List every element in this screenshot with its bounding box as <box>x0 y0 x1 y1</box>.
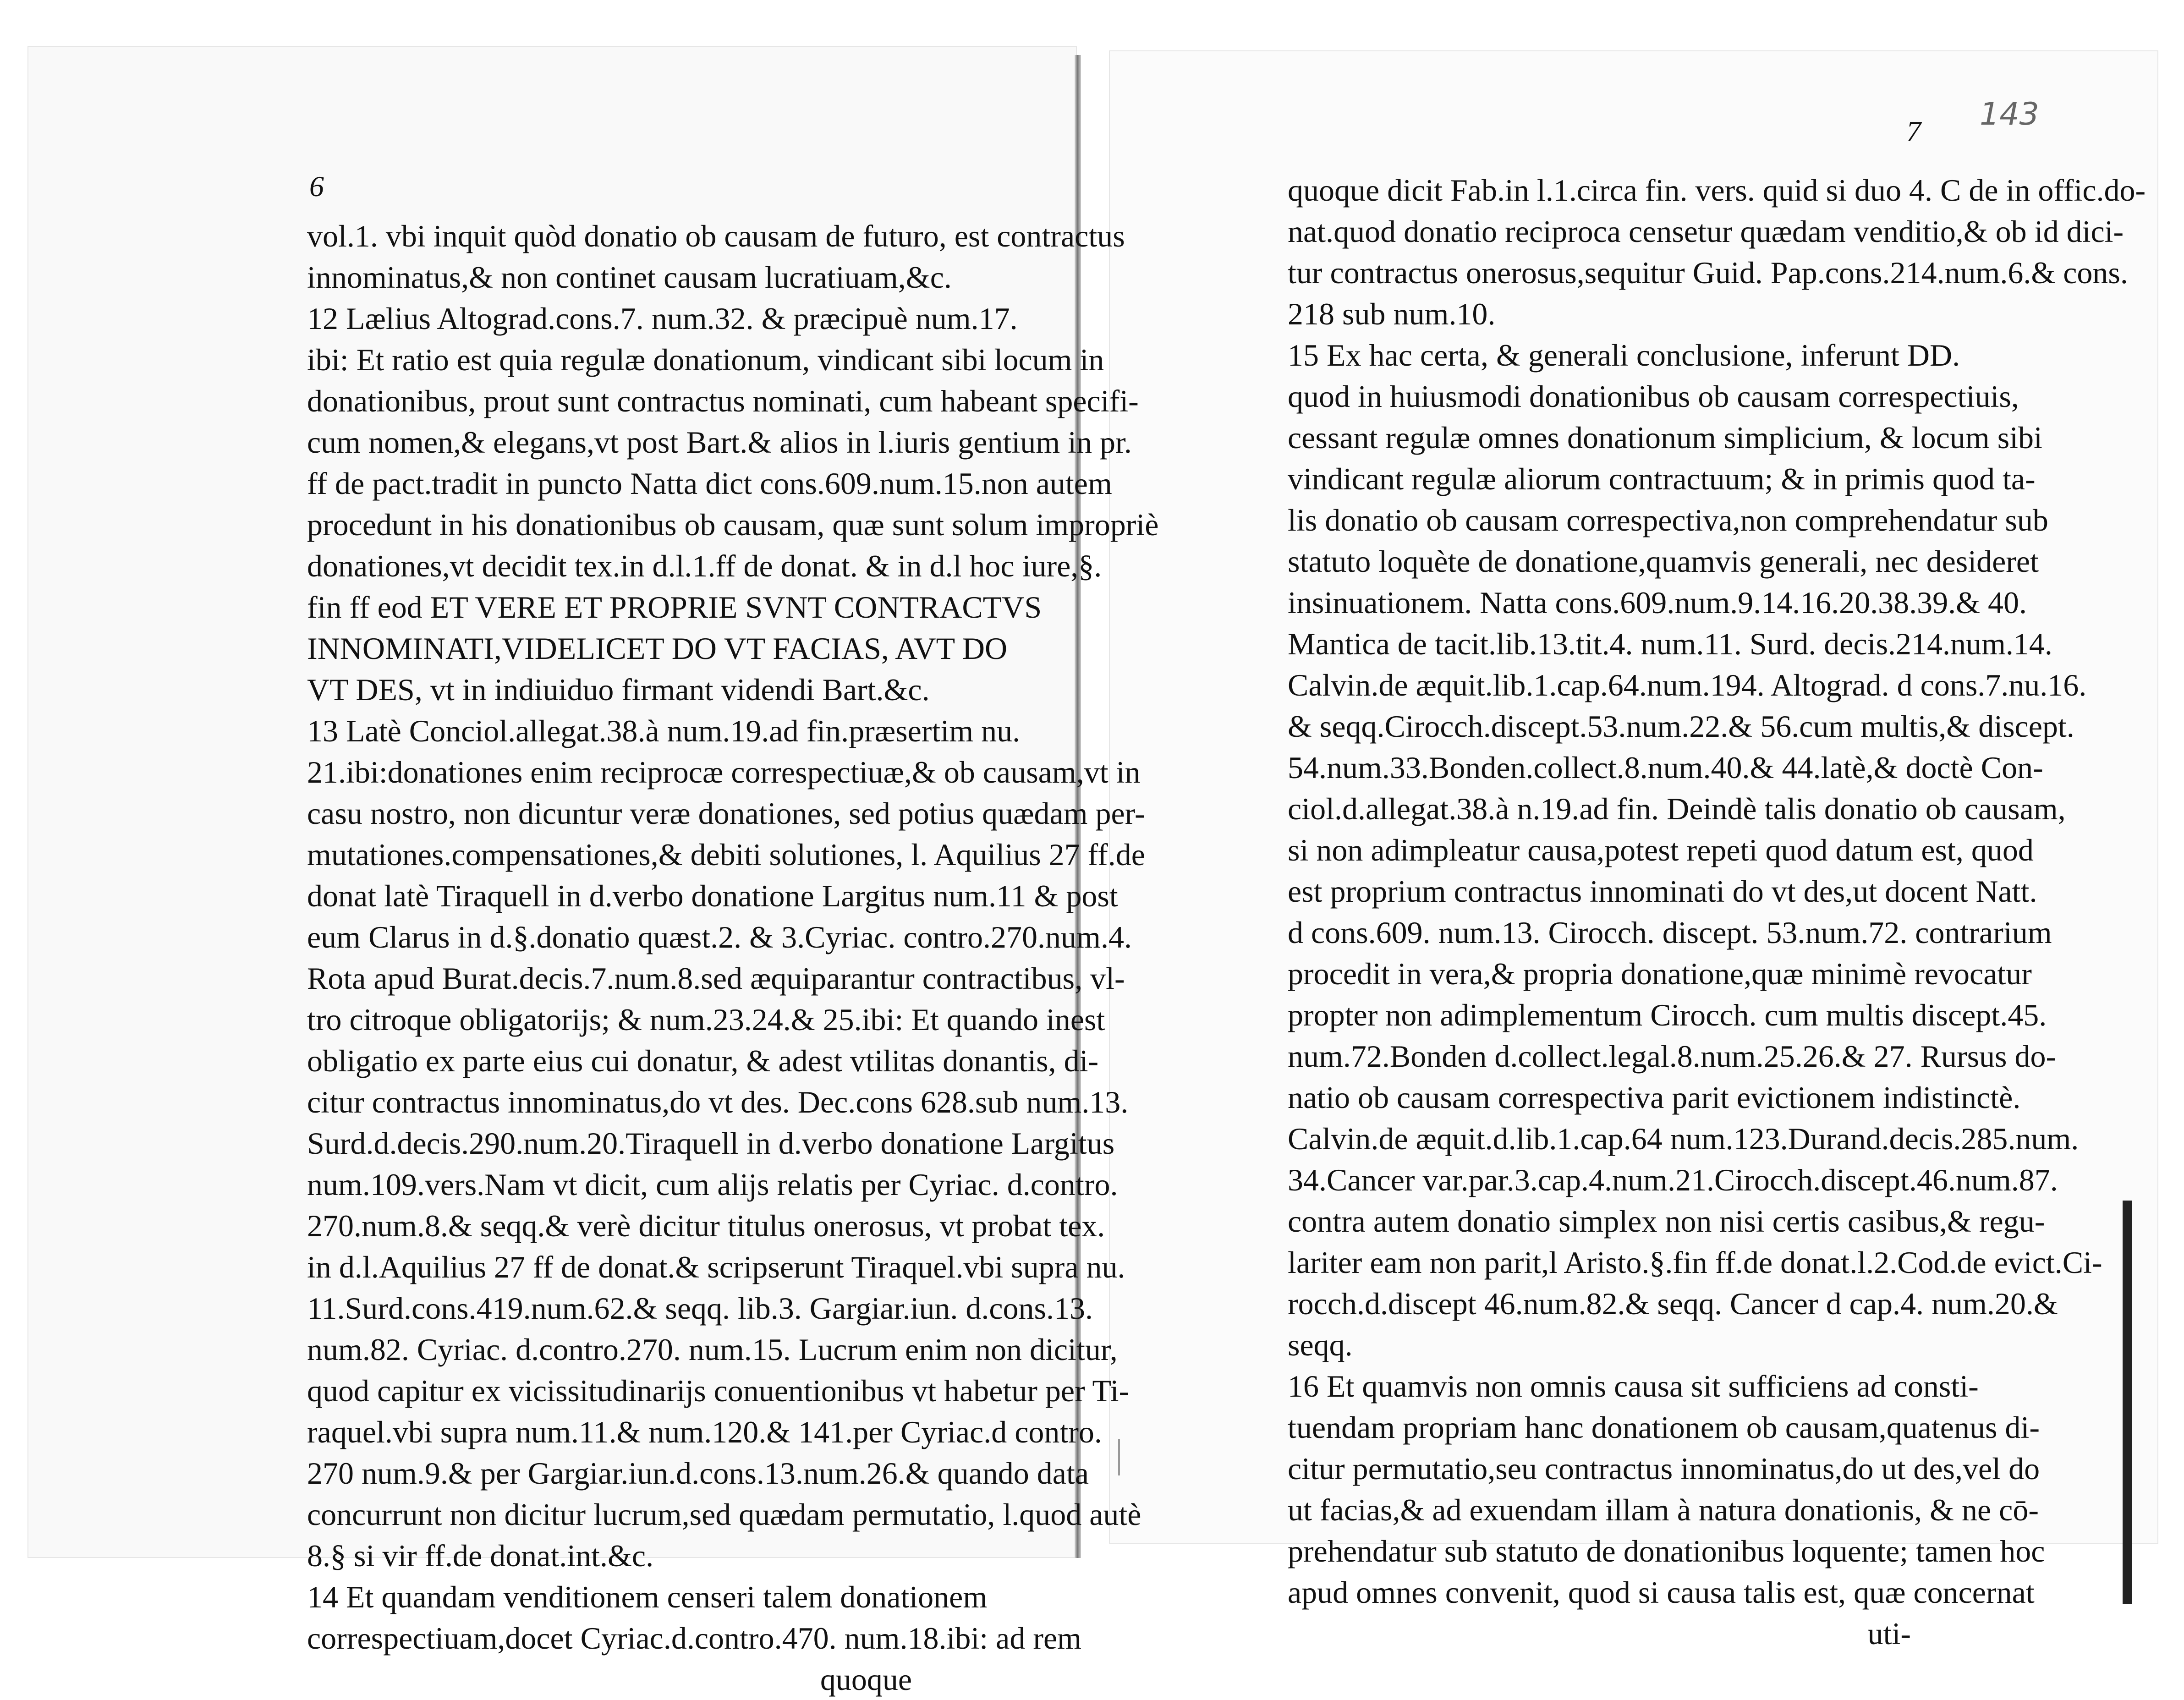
text-line: tro citroque obligatorijs; & num.23.24.& 25.ibi: Et quando inest <box>307 1002 1105 1037</box>
text-line: uti- <box>1867 1616 1911 1651</box>
text-line: 34.Cancer var.par.3.cap.4.num.21.Cirocch.discept.46.num.87. <box>1288 1163 2058 1197</box>
text-line: 16 Et quamvis non omnis causa sit sufficiens ad consti- <box>1288 1369 1979 1404</box>
text-line: 54.num.33.Bonden.collect.8.num.40.& 44.latè,& doctè Con- <box>1288 750 2043 785</box>
text-line: procedunt in his donationibus ob causam, quæ sunt solum impropriè <box>307 507 1159 542</box>
text-line: est proprium contractus innominati do vt des,ut docent Natt. <box>1288 874 2037 909</box>
text-line: ibi: Et ratio est quia regulæ donationum, vindicant sibi locum in <box>307 342 1104 377</box>
text-line: in d.l.Aquilius 27 ff de donat.& scripserunt Tiraquel.vbi supra nu. <box>307 1250 1125 1284</box>
left-page-number: 6 <box>309 170 324 203</box>
text-line: correspectiuam,docet Cyriac.d.contro.470. num.18.ibi: ad rem <box>307 1621 1082 1656</box>
text-line: mutationes.compensationes,& debiti solutiones, l. Aquilius 27 ff.de <box>307 837 1145 872</box>
text-line: vindicant regulæ aliorum contractuum; & in primis quod ta- <box>1288 461 2036 496</box>
text-line: donationibus, prout sunt contractus nominati, cum habeant specifi- <box>307 384 1139 418</box>
text-line: 270 num.9.& per Gargiar.iun.d.cons.13.num.26.& quando data <box>307 1456 1089 1491</box>
text-line: nat.quod donatio reciproca censetur quædam venditio,& ob id dici- <box>1288 214 2124 249</box>
text-line: VT DES, vt in indiuiduo firmant videndi Bart.&c. <box>307 672 930 707</box>
text-line: num.72.Bonden d.collect.legal.8.num.25.26.& 27. Rursus do- <box>1288 1039 2057 1074</box>
text-line: tuendam propriam hanc donationem ob causam,quatenus di- <box>1288 1410 2040 1445</box>
text-line: donationes,vt decidit tex.in d.l.1.ff de donat. & in d.l hoc iure,§. <box>307 548 1102 583</box>
text-line: si non adimpleatur causa,potest repeti quod datum est, quod <box>1288 833 2034 867</box>
text-line: 218 sub num.10. <box>1288 296 1496 331</box>
text-line: lis donatio ob causam correspectiva,non comprehendatur sub <box>1288 503 2048 537</box>
text-line: concurrunt non dicitur lucrum,sed quædam permutatio, l.quod autè <box>307 1497 1141 1532</box>
text-line: innominatus,& non continet causam lucratiuam,&c. <box>307 260 952 295</box>
text-line: 8.§ si vir ff.de donat.int.&c. <box>307 1538 654 1573</box>
right-page-text <box>1288 170 2146 1654</box>
text-line: 21.ibi:donationes enim reciprocæ correspectiuæ,& ob causam,vt in <box>307 755 1141 790</box>
text-line: natio ob causam correspectiva parit evictionem indistinctè. <box>1288 1080 2021 1115</box>
text-line: ciol.d.allegat.38.à n.19.ad fin. Deindè talis donatio ob causam, <box>1288 791 2066 826</box>
right-page-number: 7 <box>1906 115 1921 148</box>
text-line: raquel.vbi supra num.11.& num.120.& 141.per Cyriac.d contro. <box>307 1415 1102 1449</box>
text-line: lariter eam non parit,l Aristo.§.fin ff.de donat.l.2.Cod.de evict.Ci- <box>1288 1245 2102 1280</box>
text-line: fin ff eod ET VERE ET PROPRIE SVNT CONTRACTVS <box>307 590 1042 625</box>
text-line: 15 Ex hac certa, & generali conclusione, inferunt DD. <box>1288 338 1960 373</box>
text-line: Calvin.de æquit.d.lib.1.cap.64 num.123.Durand.decis.285.num. <box>1288 1121 2079 1156</box>
text-line: 12 Lælius Altograd.cons.7. num.32. & præcipuè num.17. <box>307 301 1018 336</box>
text-line: insinuationem. Natta cons.609.num.9.14.16.20.38.39.& 40. <box>1288 585 2027 620</box>
text-line: obligatio ex parte eius cui donatur, & adest vtilitas donantis, di- <box>307 1043 1099 1078</box>
left-page-text <box>307 215 1158 1700</box>
text-line: 14 Et quandam venditionem censeri talem donationem <box>307 1579 988 1614</box>
text-line: ff de pact.tradit in puncto Natta dict cons.609.num.15.non autem <box>307 466 1112 501</box>
text-line: Surd.d.decis.290.num.20.Tiraquell in d.verbo donatione Largitus <box>307 1126 1115 1161</box>
text-line: num.109.vers.Nam vt dicit, cum alijs relatis per Cyriac. d.contro. <box>307 1167 1118 1202</box>
text-line: d cons.609. num.13. Cirocch. discept. 53.num.72. contrarium <box>1288 915 2052 950</box>
text-line: ut facias,& ad exuendam illam à natura donationis, & ne cō- <box>1288 1492 2039 1527</box>
text-line: seqq. <box>1288 1327 1353 1362</box>
text-line: tur contractus onerosus,sequitur Guid. Pap.cons.214.num.6.& cons. <box>1288 255 2128 290</box>
text-line: Mantica de tacit.lib.13.tit.4. num.11. Surd. decis.214.num.14. <box>1288 626 2052 661</box>
text-line: cum nomen,& elegans,vt post Bart.& alios in l.iuris gentium in pr. <box>307 425 1132 460</box>
text-line: rocch.d.discept 46.num.82.& seqq. Cancer d cap.4. num.20.& <box>1288 1286 2058 1321</box>
text-line: & seqq.Cirocch.discept.53.num.22.& 56.cum multis,& discept. <box>1288 709 2074 744</box>
folio-stamp: 143 <box>1980 96 2039 132</box>
text-line: eum Clarus in d.§.donatio quæst.2. & 3.Cyriac. contro.270.num.4. <box>307 920 1132 954</box>
text-line: INNOMINATI,VIDELICET DO VT FACIAS, AVT DO <box>307 631 1008 666</box>
text-line: procedit in vera,& propria donatione,quæ minimè revocatur <box>1288 956 2032 991</box>
text-line: contra autem donatio simplex non nisi certis casibus,& regu- <box>1288 1204 2045 1239</box>
text-line: 13 Latè Conciol.allegat.38.à num.19.ad fin.præsertim nu. <box>307 713 1021 748</box>
text-line: quoque dicit Fab.in l.1.circa fin. vers. quid si duo 4. C de in offic.do- <box>1288 173 2146 208</box>
text-line: quod in huiusmodi donationibus ob causam correspectiuis, <box>1288 379 2019 414</box>
text-line: vol.1. vbi inquit quòd donatio ob causam de futuro, est contractus <box>307 219 1125 253</box>
text-line: Calvin.de æquit.lib.1.cap.64.num.194. Altograd. d cons.7.nu.16. <box>1288 668 2087 702</box>
text-line: apud omnes convenit, quod si causa talis est, quæ concernat <box>1288 1575 2035 1610</box>
text-line: cessant regulæ omnes donationum simplicium, & locum sibi <box>1288 420 2042 455</box>
text-line: prehendatur sub statuto de donationibus loquente; tamen hoc <box>1288 1534 2045 1568</box>
text-line: citur contractus innominatus,do vt des. Dec.cons 628.sub num.13. <box>307 1085 1129 1119</box>
text-line: Rota apud Burat.decis.7.num.8.sed æquiparantur contractibus, vl- <box>307 961 1125 996</box>
text-line: num.82. Cyriac. d.contro.270. num.15. Lucrum enim non dicitur, <box>307 1332 1118 1367</box>
text-line: propter non adimplementum Cirocch. cum multis discept.45. <box>1288 998 2047 1032</box>
text-line: quod capitur ex vicissitudinarijs conuentionibus vt habetur per Ti- <box>307 1373 1130 1408</box>
text-line: 11.Surd.cons.419.num.62.& seqq. lib.3. Gargiar.iun. d.cons.13. <box>307 1291 1093 1326</box>
text-line: statuto loquète de donatione,quamvis generali, nec desideret <box>1288 544 2039 579</box>
text-line: 270.num.8.& seqq.& verè dicitur titulus onerosus, vt probat tex. <box>307 1208 1105 1243</box>
text-line: casu nostro, non dicuntur veræ donationes, sed potius quædam per- <box>307 796 1145 831</box>
text-line: quoque <box>820 1662 912 1697</box>
text-line: citur permutatio,seu contractus innominatus,do ut des,vel do <box>1288 1451 2040 1486</box>
text-line: donat latè Tiraquell in d.verbo donatione Largitus num.11 & post <box>307 878 1118 913</box>
